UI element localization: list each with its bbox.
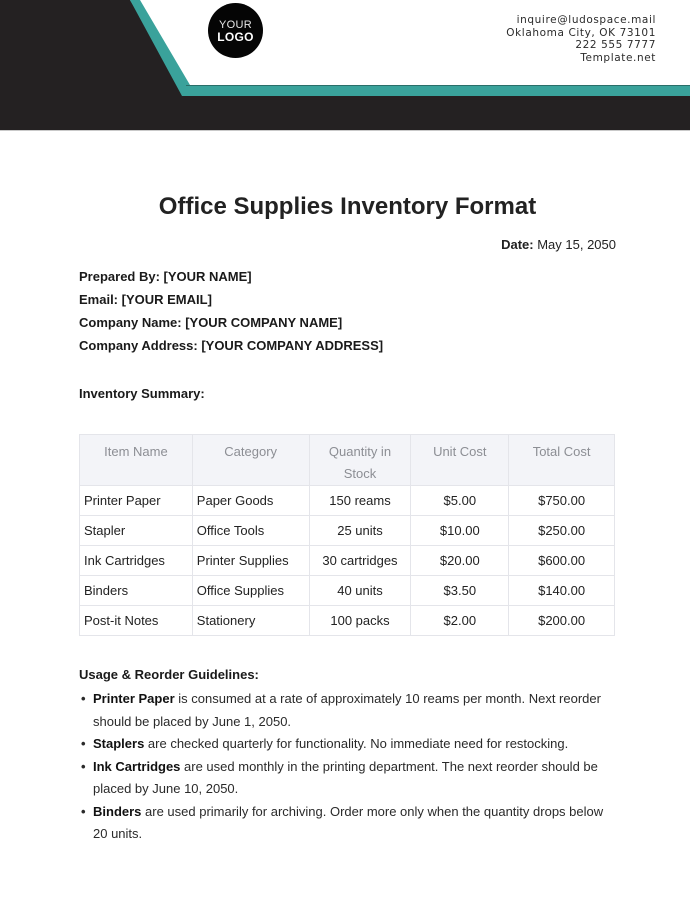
cell-unit-cost: $2.00 bbox=[411, 606, 509, 636]
cell-quantity: 150 reams bbox=[309, 486, 411, 516]
cell-unit-cost: $10.00 bbox=[411, 516, 509, 546]
inventory-summary-heading: Inventory Summary: bbox=[79, 386, 205, 401]
guideline-item bbox=[79, 733, 619, 756]
cell-unit-cost: $5.00 bbox=[411, 486, 509, 516]
guideline-subject: Printer Paper bbox=[93, 691, 175, 706]
cell-unit-cost: $3.50 bbox=[411, 576, 509, 606]
cell-category: Stationery bbox=[192, 606, 309, 636]
guideline-text: is consumed at a rate of approximately 10 reams per month. Next reorder should be placed by June 1, 2050. bbox=[93, 691, 601, 729]
cell-item-name: Post-it Notes bbox=[80, 606, 193, 636]
cell-category: Printer Supplies bbox=[192, 546, 309, 576]
guideline-item bbox=[79, 688, 619, 733]
cell-quantity: 100 packs bbox=[309, 606, 411, 636]
date-label: Date: bbox=[501, 237, 534, 252]
document-title: Office Supplies Inventory Format bbox=[158, 193, 537, 220]
table-row bbox=[80, 486, 615, 516]
cell-total-cost: $750.00 bbox=[509, 486, 615, 516]
cell-quantity: 25 units bbox=[309, 516, 411, 546]
cell-total-cost: $600.00 bbox=[509, 546, 615, 576]
cell-unit-cost: $20.00 bbox=[411, 546, 509, 576]
cell-category: Office Tools bbox=[192, 516, 309, 546]
contact-email: inquire@ludospace.mail bbox=[516, 14, 656, 26]
cell-item-name: Binders bbox=[80, 576, 193, 606]
letterhead bbox=[0, 0, 690, 131]
contact-website: Template.net bbox=[580, 51, 656, 64]
header-quantity: Quantity in Stock bbox=[309, 435, 411, 486]
contact-address: Oklahoma City, OK 73101 bbox=[506, 26, 656, 39]
header-total-cost: Total Cost bbox=[509, 435, 615, 486]
guidelines-list bbox=[79, 688, 619, 846]
guideline-text: are used monthly in the printing department. The next reorder should be placed by June 10, 2050. bbox=[93, 758, 598, 796]
guideline-text: are checked quarterly for functionality. No immediate need for restocking. bbox=[144, 736, 569, 751]
header-item-name: Item Name bbox=[80, 435, 193, 486]
guideline-item bbox=[79, 756, 619, 801]
cell-quantity: 30 cartridges bbox=[309, 546, 411, 576]
company-address: Company Address: [YOUR COMPANY ADDRESS] bbox=[79, 338, 384, 353]
table-row bbox=[80, 606, 615, 636]
email: Email: [YOUR EMAIL] bbox=[79, 292, 212, 307]
guideline-subject: Ink Cartridges bbox=[93, 758, 181, 774]
cell-category: Office Supplies bbox=[192, 576, 309, 606]
guideline-text: are used primarily for archiving. Order more only when the quantity drops below 20 units. bbox=[93, 803, 604, 841]
company-name: Company Name: [YOUR COMPANY NAME] bbox=[79, 315, 343, 330]
cell-item-name: Stapler bbox=[80, 516, 193, 546]
guideline-subject: Staplers bbox=[93, 736, 145, 751]
cell-item-name: Ink Cartridges bbox=[80, 546, 193, 576]
table-row bbox=[80, 546, 615, 576]
table-header-row bbox=[80, 435, 615, 486]
guidelines-heading: Usage & Reorder Guidelines: bbox=[79, 667, 259, 682]
contact-block bbox=[506, 14, 656, 64]
prepared-by: Prepared By: [YOUR NAME] bbox=[79, 269, 252, 284]
table-row bbox=[80, 576, 615, 606]
logo-line-1: YOUR bbox=[219, 18, 252, 31]
document-meta bbox=[79, 265, 383, 357]
inventory-table bbox=[79, 434, 615, 636]
cell-item-name: Printer Paper bbox=[80, 486, 193, 516]
cell-total-cost: $250.00 bbox=[509, 516, 615, 546]
header-unit-cost: Unit Cost bbox=[411, 435, 509, 486]
cell-total-cost: $200.00 bbox=[509, 606, 615, 636]
date-value: May 15, 2050 bbox=[537, 237, 616, 252]
guideline-subject: Binders bbox=[93, 803, 142, 819]
cell-quantity: 40 units bbox=[309, 576, 411, 606]
document-date bbox=[501, 237, 616, 252]
header-category: Category bbox=[192, 435, 309, 486]
logo-line-2: LOGO bbox=[217, 29, 254, 44]
guideline-item bbox=[79, 801, 619, 846]
contact-phone: 222 555 7777 bbox=[575, 39, 656, 51]
cell-category: Paper Goods bbox=[192, 486, 309, 516]
company-logo bbox=[208, 3, 263, 58]
cell-total-cost: $140.00 bbox=[509, 576, 615, 606]
table-row bbox=[80, 516, 615, 546]
